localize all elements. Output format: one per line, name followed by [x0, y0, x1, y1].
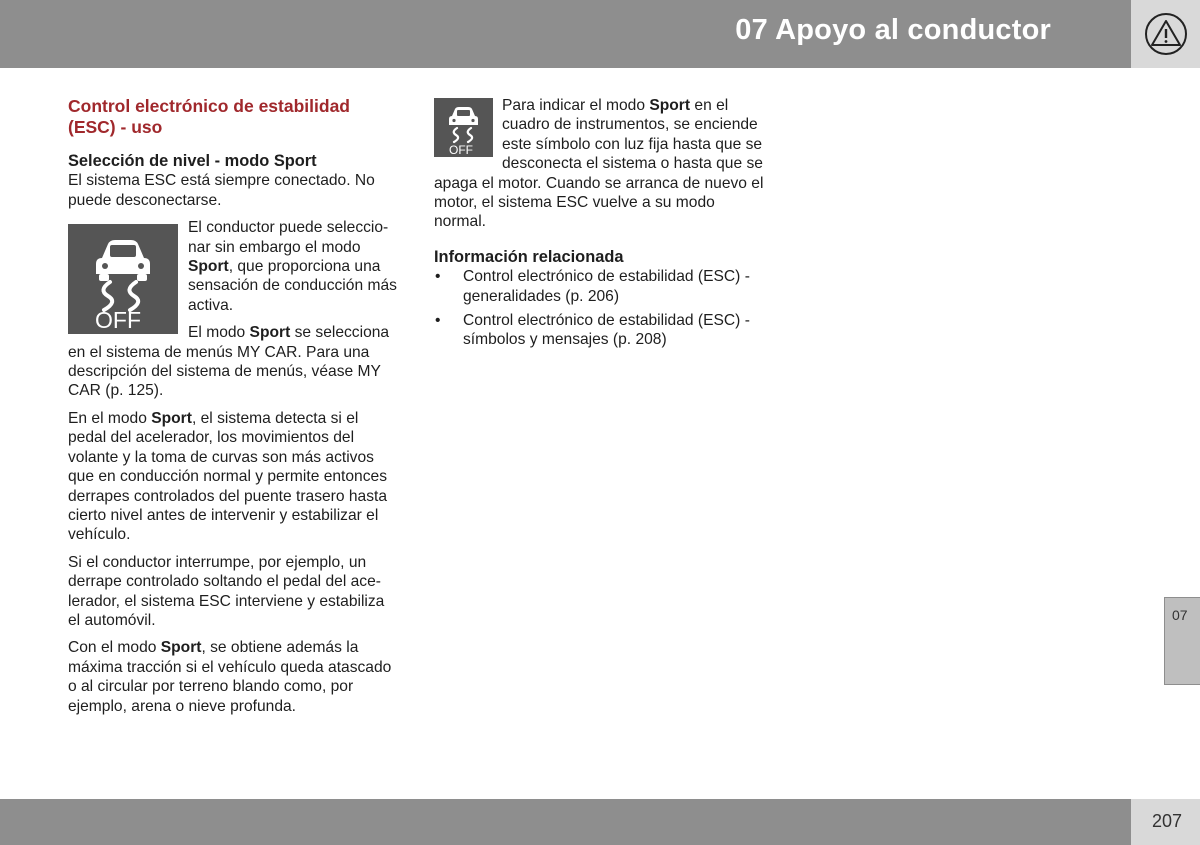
intro-paragraph: El sistema ESC está siempre conectado. No puede desconectarse.: [68, 172, 375, 209]
header-bar: [0, 0, 1131, 68]
chapter-tab[interactable]: [1164, 597, 1200, 685]
section-title: Control electrónico de estabilidad (ESC) - uso: [68, 96, 350, 137]
icon-off-label: OFF: [95, 307, 141, 334]
chapter-title: 07 Apoyo al conductor: [735, 14, 1051, 46]
paragraph-6: Con el modo Sport, se obtiene además la máxima tracción si el vehículo queda atascado o al circular por terreno blando como, por ejemplo, arena o nieve profunda.: [68, 639, 392, 715]
paragraph-5: Si el conductor interrumpe, por ejemplo, un derrape controlado soltando el pedal del acelerador, el sistema ESC interviene y estabiliza el automóvil.: [68, 553, 385, 629]
bullet: •: [435, 268, 441, 286]
related-link-simbolos[interactable]: • Control electrónico de estabilidad (ESC) - símbolos y mensajes (p. 208): [435, 312, 750, 349]
page-number: 207: [1151, 811, 1182, 831]
related-info-heading: Información relacionada: [434, 247, 624, 266]
indicator-paragraph: Para indicar el modo Sport en el cuadro de instrumentos, se enciende este símbolo con luz fija hasta que se desconecta el sistema o hasta que se apaga el motor. Cuando se arranca de nuevo el motor, el sistema ESC vuelve a su modo normal.: [434, 97, 764, 231]
column-right: [434, 96, 766, 355]
paragraph-2: El conductor puede seleccionar sin embargo el modo Sport, que proporciona una sensación de conducción más activa.: [188, 219, 397, 314]
related-link-generalidades[interactable]: • Control electrónico de estabilidad (ESC) - generalidades (p. 206): [435, 268, 750, 305]
related-info-list: [434, 267, 766, 350]
small-icon-off-label: OFF: [449, 143, 473, 157]
bullet: •: [435, 312, 441, 330]
warning-box: [1131, 0, 1200, 68]
subheading-sport-mode: Selección de nivel - modo Sport: [68, 152, 317, 170]
page-number-box: [1131, 799, 1200, 845]
warning-triangle-icon: [1144, 12, 1188, 56]
esc-sport-off-icon: [68, 224, 178, 334]
chapter-tab-label: 07: [1172, 607, 1188, 623]
paragraph-4: En el modo Sport, el sistema detecta si el pedal del acelerador, los movimientos del volante y la toma de curvas son más activos que en conducción normal y permite entonces derrapes controlados del puente trasero hasta cierto nivel antes de intervenir y estabilizar el vehículo.: [68, 409, 388, 544]
column-left: [68, 96, 400, 724]
footer-bar: [0, 799, 1131, 845]
paragraph-3: El modo Sport se selecciona en el sistema de menús MY CAR. Para una descripción del sistema de menús, véase MY CAR (p. 125).: [68, 324, 390, 400]
esc-sport-off-small-icon: [434, 98, 493, 157]
